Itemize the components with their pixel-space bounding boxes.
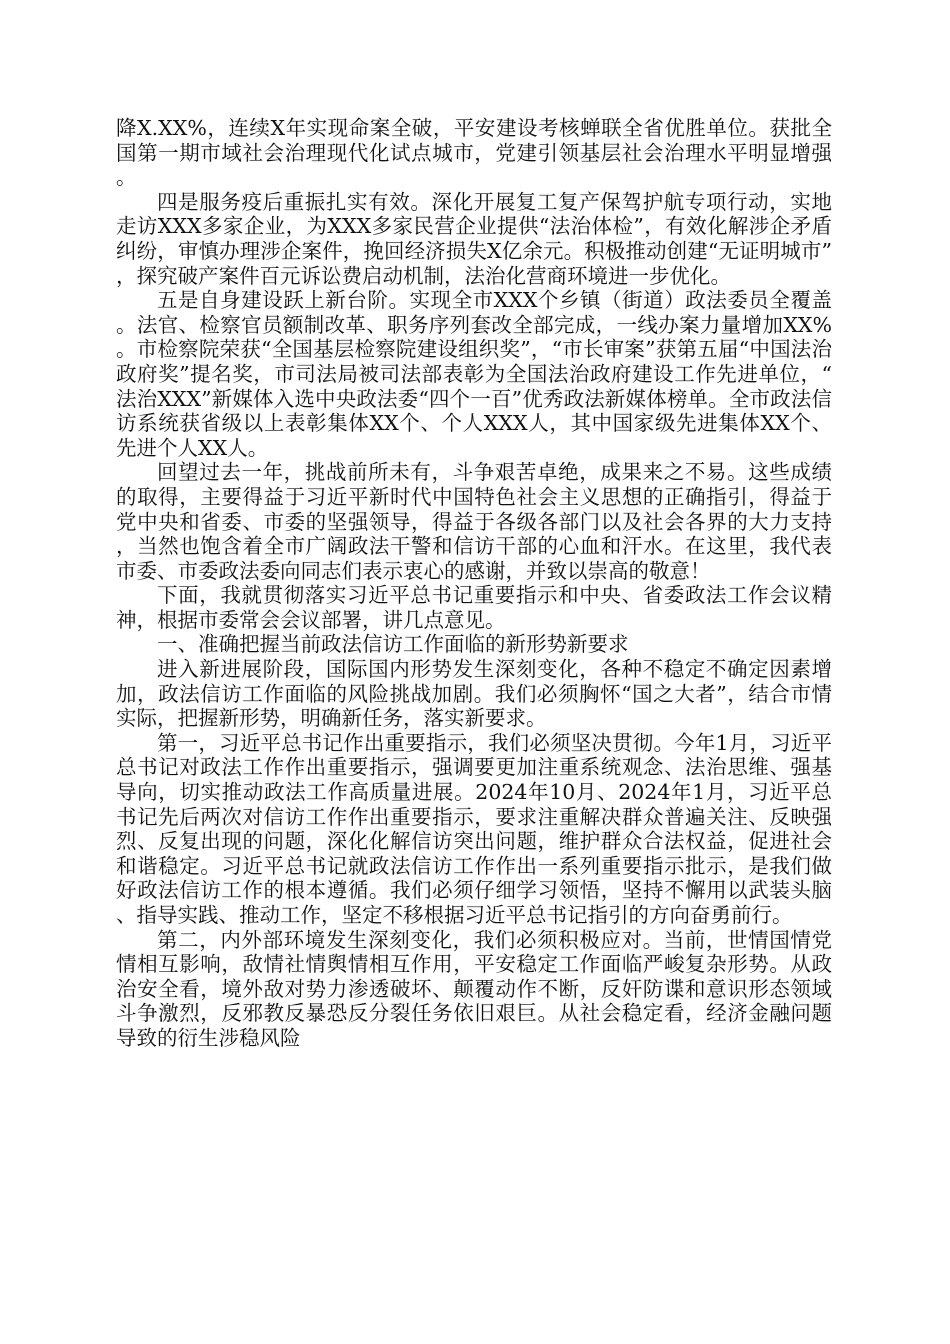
paragraph-review: 回望过去一年，挑战前所未有，斗争艰苦卓绝，成果来之不易。这些成绩的取得，主要得益于习近平新时代中国特色社会主义思想的正确指引，得益于党中央和省委、市委的坚强领导，得益于各级各部门以及社会各界的大力支持，当然也饱含着全市广阔政法干警和信访干部的心血和汗水。在这里，我代表市委、市委政法委向同志们表示衷心的感谢，并致以崇高的敬意！ bbox=[116, 460, 832, 583]
paragraph-point-five: 五是自身建设跃上新台阶。实现全市XXX个乡镇（街道）政法委员全覆盖。法官、检察官员额制改革、职务序列套改全部完成，一线办案力量增加XX%。市检察院荣获“全国基层检察院建设组织奖”，“市长审案”获第五届“中国法治政府奖”提名奖，市司法局被司法部表彰为全国法治政府建设工作先进单位，“法治XXX”新媒体入选中央政法委“四个一百”优秀政法新媒体榜单。全市政法信访系统获省级以上表彰集体XX个、个人XXX人，其中国家级先进集体XX个、先进个人XX人。 bbox=[116, 288, 832, 460]
paragraph-point-four: 四是服务疫后重振扎实有效。深化开展复工复产保驾护航专项行动，实地走访XXX多家企业，为XXX多家民营企业提供“法治体检”，有效化解涉企矛盾纠纷，审慎办理涉企案件，挽回经济损失X亿余元。积极推动创建“无证明城市”，探究破产案件百元诉讼费启动机制，法治化营商环境进一步优化。 bbox=[116, 189, 832, 288]
paragraph-intro: 下面，我就贯彻落实习近平总书记重要指示和中央、省委政法工作会议精神，根据市委常会会议部署，讲几点意见。 bbox=[116, 583, 832, 632]
paragraph-second-point: 第二，内外部环境发生深刻变化，我们必须积极应对。当前，世情国情党情相互影响，敌情社情舆情相互作用，平安稳定工作面临严峻复杂形势。从政治安全看，境外敌对势力渗透破坏、颠覆动作不断，反奸防谍和意识形态领域斗争激烈，反邪教反暴恐反分裂任务依旧艰巨。从社会稳定看，经济金融问题导致的衍生涉稳风险 bbox=[116, 927, 832, 1050]
document-body bbox=[116, 116, 832, 1051]
section-heading-one: 一、准确把握当前政法信访工作面临的新形势新要求 bbox=[157, 632, 629, 657]
paragraph-first-point: 第一，习近平总书记作出重要指示，我们必须坚决贯彻。今年1月，习近平总书记对政法工作作出重要指示，强调要更加注重系统观念、法治思维、强基导向，切实推动政法工作高质量进展。2024年10月、2024年1月，习近平总书记先后两次对信访工作作出重要指示，要求注重解决群众普遍关注、反映强烈、反复出现的问题，深化化解信访突出问题，维护群众合法权益，促进社会和谐稳定。习近平总书记就政法信访工作作出一系列重要指示批示，是我们做好政法信访工作的根本遵循。我们必须仔细学习领悟，坚持不懈用以武装头脑、指导实践、推动工作，坚定不移根据习近平总书记指引的方向奋勇前行。 bbox=[116, 730, 832, 927]
paragraph-continuation: 降X.XX%，连续X年实现命案全破，平安建设考核蝉联全省优胜单位。获批全国第一期市域社会治理现代化试点城市，党建引领基层社会治理水平明显增强。 bbox=[116, 116, 832, 190]
paragraph-new-stage: 进入新进展阶段，国际国内形势发生深刻变化，各种不稳定不确定因素增加，政法信访工作面临的风险挑战加剧。我们必须胸怀“国之大者”，结合市情实际，把握新形势，明确新任务，落实新要求。 bbox=[116, 657, 832, 731]
